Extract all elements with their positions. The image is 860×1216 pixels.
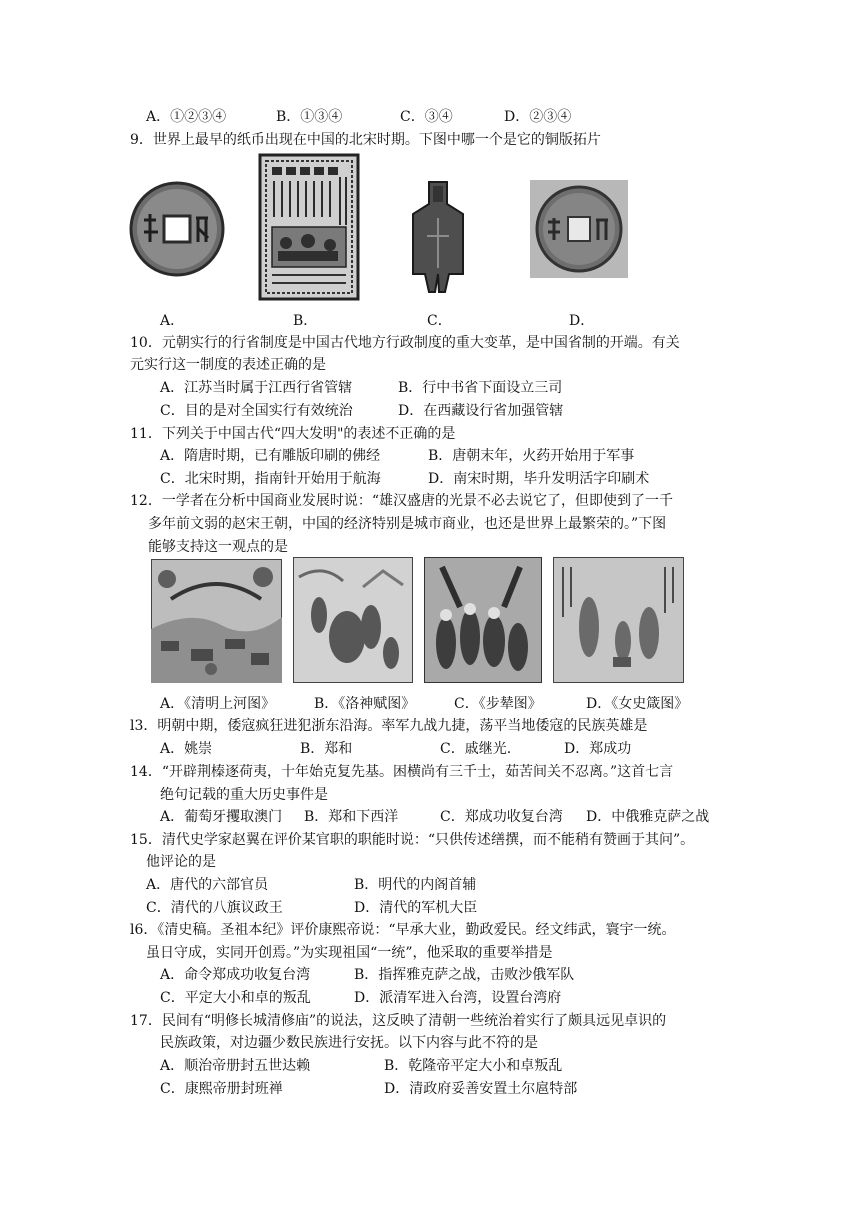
q14-option-d: D．中俄雅克萨之战 [586,809,710,825]
prev-option-c: C．③④ [400,109,453,125]
q12-stem-line1: 12．一学者在分析中国商业发展时说：“雄汉盛唐的光景不必去说它了，但即使到了一千 [130,493,673,509]
q17-stem-line2: 民族政策，对边疆少数民族进行安抚。以下内容与此不符的是 [160,1035,538,1051]
q9-label-a: A． [160,313,185,329]
q16-stem-line1: l6．《清史稿。圣祖本纪》评价康熙帝说：“早承大业，勤政爱民。经文纬武，寰宇一统。 [130,922,676,938]
q15-option-c: C．清代的八旗议政王 [146,900,283,916]
q9-image-c-spade-coin [405,178,471,296]
q15-option-a: A．唐代的六部官员 [146,877,269,893]
q14-stem-line1: 14．“开辟荆榛逐荷夷，十年始克复先基。困横尚有三千士，茹苦间关不忍离。”这首七言 [130,764,674,780]
q12-stem-line2: 多年前文弱的赵宋王朝，中国的经济特别是城市商业，也还是世界上最繁荣的。”下图 [148,516,667,532]
q9-image-a-coin [128,180,226,278]
q16-stem-line2: 虽日守成，实同开创焉。”为实现祖国“一统”，他采取的重要举措是 [146,945,553,961]
q16-option-b: B．指挥雅克萨之战，击败沙俄军队 [354,967,575,983]
q11-option-c: C．北宋时期，指南针开始用于航海 [160,471,381,487]
q12-image-a-painting [151,559,282,683]
q16-option-d: D．派清军进入台湾，设置台湾府 [354,990,562,1006]
q16-option-a: A．命令郑成功收复台湾 [160,967,311,983]
q9-label-d: D． [569,313,595,329]
q10-stem-line2: 元实行这一制度的表述正确的是 [130,357,326,373]
q10-stem-line1: 10．元朝实行的行省制度是中国古代地方行政制度的重大变革，是中国省制的开端。有关 [130,335,680,351]
q17-stem-line1: 17．民间有“明修长城清修庙”的说法，这反映了清朝一些统治着实行了颇具远见卓识的 [130,1013,667,1029]
q10-option-b: B．行中书省下面设立三司 [398,380,563,396]
q10-option-a: A．江苏当时属于江西行省管辖 [160,380,353,396]
q10-option-d: D．在西藏设行省加强管辖 [398,403,564,419]
q16-option-c: C．平定大小和卓的叛乱 [160,990,311,1006]
q9-image-b-jiaozi-plate [258,153,360,301]
prev-option-b: B．①③④ [276,109,343,125]
q11-option-a: A．隋唐时期，已有雕版印刷的佛经 [160,448,381,464]
q14-option-c: C．郑成功收复台湾 [440,809,563,825]
q14-option-a: A．葡萄牙攫取澳门 [160,809,283,825]
q17-option-a: A．顺治帝册封五世达赖 [160,1058,311,1074]
q15-stem-line2: 他评论的是 [146,854,216,870]
q15-option-d: D．清代的军机大臣 [354,900,478,916]
q12-option-b: B．《洛神赋图》 [314,696,416,712]
q17-option-d: D．清政府妥善安置土尔扈特部 [384,1081,578,1097]
q13-stem: l3．明朝中期，倭寇疯狂进犯浙东沿海。率军九战九捷，荡平当地倭寇的民族英雄是 [130,718,648,734]
q11-option-b: B．唐朝末年，火药开始用于军事 [428,448,635,464]
q13-option-b: B．郑和 [300,741,353,757]
q12-option-d: D．《女史箴图》 [586,696,689,712]
q13-option-a: A．姚崇 [160,741,213,757]
q9-label-c: C． [427,313,452,329]
q11-option-d: D．南宋时期，毕升发明活字印刷术 [428,471,650,487]
q17-option-b: B．乾隆帝平定大小和卓叛乱 [384,1058,563,1074]
q9-image-d-coin [530,180,628,278]
q10-option-c: C．目的是对全国实行有效统治 [160,403,353,419]
q12-option-a: A．《清明上河图》 [160,696,276,712]
q12-image-c-painting [424,557,542,683]
q13-option-d: D．郑成功 [564,741,632,757]
q12-option-c: C．《步辇图》 [454,696,542,712]
q13-option-c: C．戚继光. [440,741,512,757]
q15-stem-line1: 15．清代史学家赵翼在评价某官职的职能时说：“只供传述缮撰，而不能稍有赞画于其问”。 [130,832,695,848]
prev-option-a: A．①②③④ [146,109,227,125]
q11-stem: 11．下列关于中国古代“四大发明"的表述不正确的是 [130,426,456,442]
q9-label-b: B． [293,313,318,329]
q14-stem-line2: 绝句记载的重大历史事件是 [160,787,328,803]
q15-option-b: B．明代的内阁首辅 [354,877,477,893]
q14-option-b: B．郑和下西洋 [304,809,399,825]
prev-option-d: D．②③④ [504,109,572,125]
q12-image-d-painting [553,557,684,683]
q9-stem: 9．世界上最早的纸币出现在中国的北宋时期。下图中哪一个是它的铜版拓片 [130,132,601,148]
q12-image-b-painting [293,557,413,683]
q17-option-c: C．康熙帝册封班禅 [160,1081,283,1097]
q12-stem-line3: 能够支持这一观点的是 [148,539,288,555]
